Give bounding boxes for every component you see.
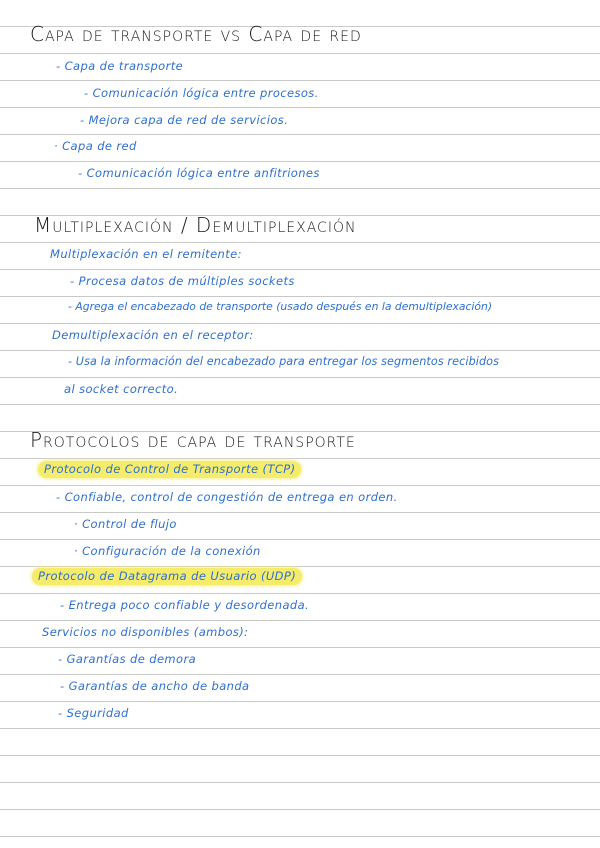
list-item: · Configuración de la conexión: [74, 544, 261, 558]
list-item: · Control de flujo: [74, 517, 177, 531]
list-item: - Confiable, control de congestión de entrega en orden.: [56, 490, 398, 504]
list-item: - Mejora capa de red de servicios.: [80, 113, 289, 127]
tcp-highlight-label: Protocolo de Control de Transporte (TCP): [38, 461, 301, 478]
list-item: - Seguridad: [58, 706, 129, 720]
list-item: - Comunicación lógica entre anfitriones: [78, 166, 320, 180]
list-item: Multiplexación en el remitente:: [50, 247, 242, 261]
list-item: - Procesa datos de múltiples sockets: [70, 274, 295, 288]
list-item: al socket correcto.: [64, 382, 179, 396]
list-item: Demultiplexación en el receptor:: [52, 328, 254, 342]
list-item: - Garantías de demora: [58, 652, 197, 666]
list-item: - Comunicación lógica entre procesos.: [84, 86, 319, 100]
list-item: · Capa de red: [54, 139, 137, 153]
list-item: - Garantías de ancho de banda: [60, 679, 250, 693]
services-heading: Servicios no disponibles (ambos):: [42, 625, 249, 639]
section-title-transport-protocols: Protocolos de capa de transporte: [30, 428, 356, 452]
section-title-transport-vs-network: Capa de transporte vs Capa de red: [30, 22, 362, 46]
udp-highlight-label: Protocolo de Datagrama de Usuario (UDP): [32, 568, 302, 585]
list-item: - Entrega poco confiable y desordenada.: [60, 598, 310, 612]
list-item: - Capa de transporte: [56, 59, 184, 73]
list-item: - Usa la información del encabezado para entregar los segmentos recibidos: [68, 355, 500, 368]
list-item: - Agrega el encabezado de transporte (usado después en la demultiplexación): [68, 300, 493, 313]
section-title-multiplexing: Multiplexación / Demultiplexación: [34, 213, 357, 237]
